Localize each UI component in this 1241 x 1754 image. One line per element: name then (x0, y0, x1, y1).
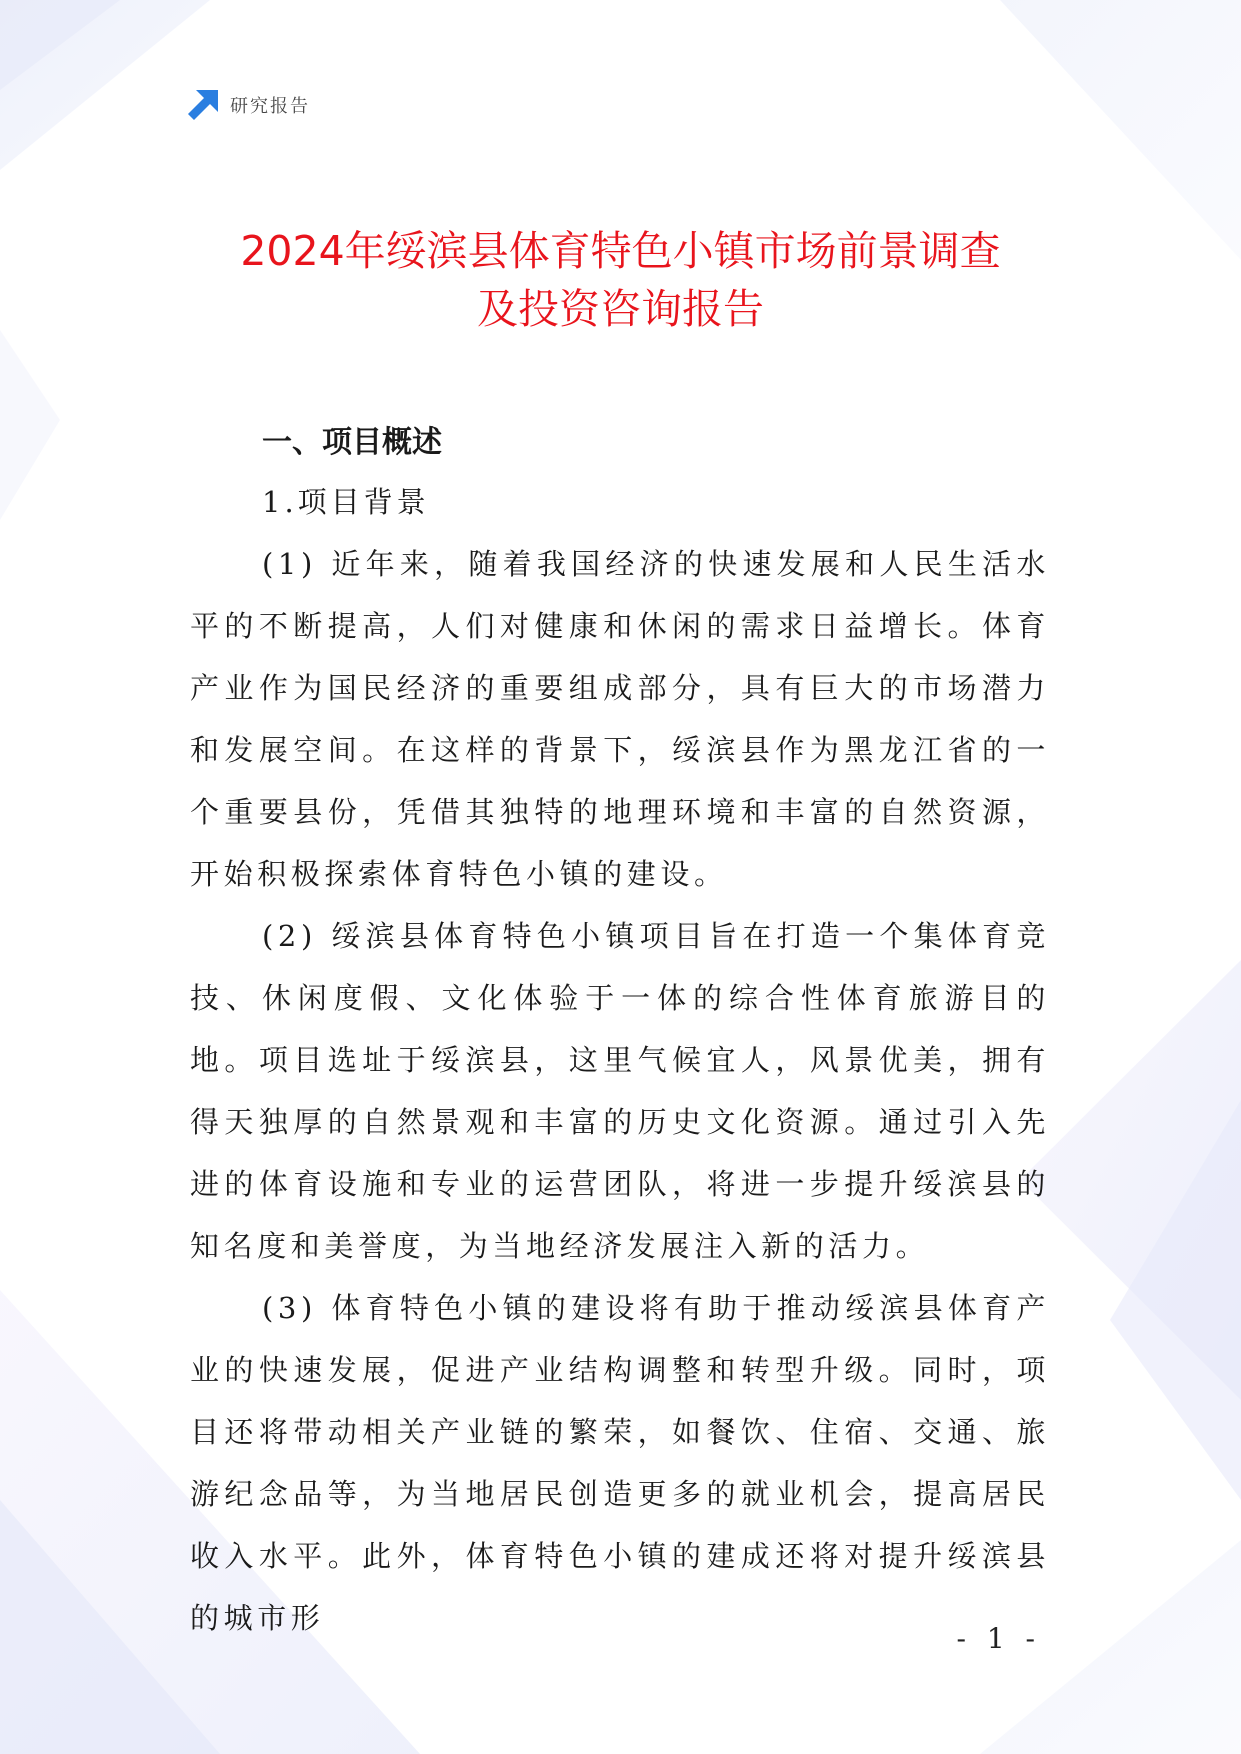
paragraph: (3) 体育特色小镇的建设将有助于推动绥滨县体育产业的快速发展，促进产业结构调整和转型升级。同时，项目还将带动相关产业链的繁荣，如餐饮、住宿、交通、旅游纪念品等，为当地居民创造更多的就业机会，提高居民收入水平。此外，体育特色小镇的建成还将对提升绥滨县的城市形 (190, 1291, 1050, 1635)
sub-heading: 1.项目背景 (262, 485, 430, 519)
header-label: 研究报告 (230, 96, 310, 117)
document-header (186, 88, 310, 122)
paragraph: (1) 近年来，随着我国经济的快速发展和人民生活水平的不断提高，人们对健康和休闲的需求日益增长。体育产业作为国民经济的重要组成部分，具有巨大的市场潜力和发展空间。在这样的背景下，绥滨县作为黑龙江省的一个重要县份，凭借其独特的地理环境和丰富的自然资源，开始积极探索体育特色小镇的建设。 (190, 547, 1050, 891)
section-heading: 一、项目概述 (262, 425, 442, 460)
title-line-1: 2024年绥滨县体育特色小镇市场前景调查 (240, 227, 1001, 275)
paragraph: (2) 绥滨县体育特色小镇项目旨在打造一个集体育竞技、休闲度假、文化体验于一体的综合性体育旅游目的地。项目选址于绥滨县，这里气候宜人，风景优美，拥有得天独厚的自然景观和丰富的历史文化资源。通过引入先进的体育设施和专业的运营团队，将进一步提升绥滨县的知名度和美誉度，为当地经济发展注入新的活力。 (190, 919, 1050, 1263)
title-line-2: 及投资咨询报告 (477, 285, 764, 333)
document-body (190, 415, 1050, 1649)
document-title (120, 222, 1121, 338)
arrow-up-right-icon (186, 88, 220, 122)
page-number: - 1 - (956, 1622, 1041, 1655)
